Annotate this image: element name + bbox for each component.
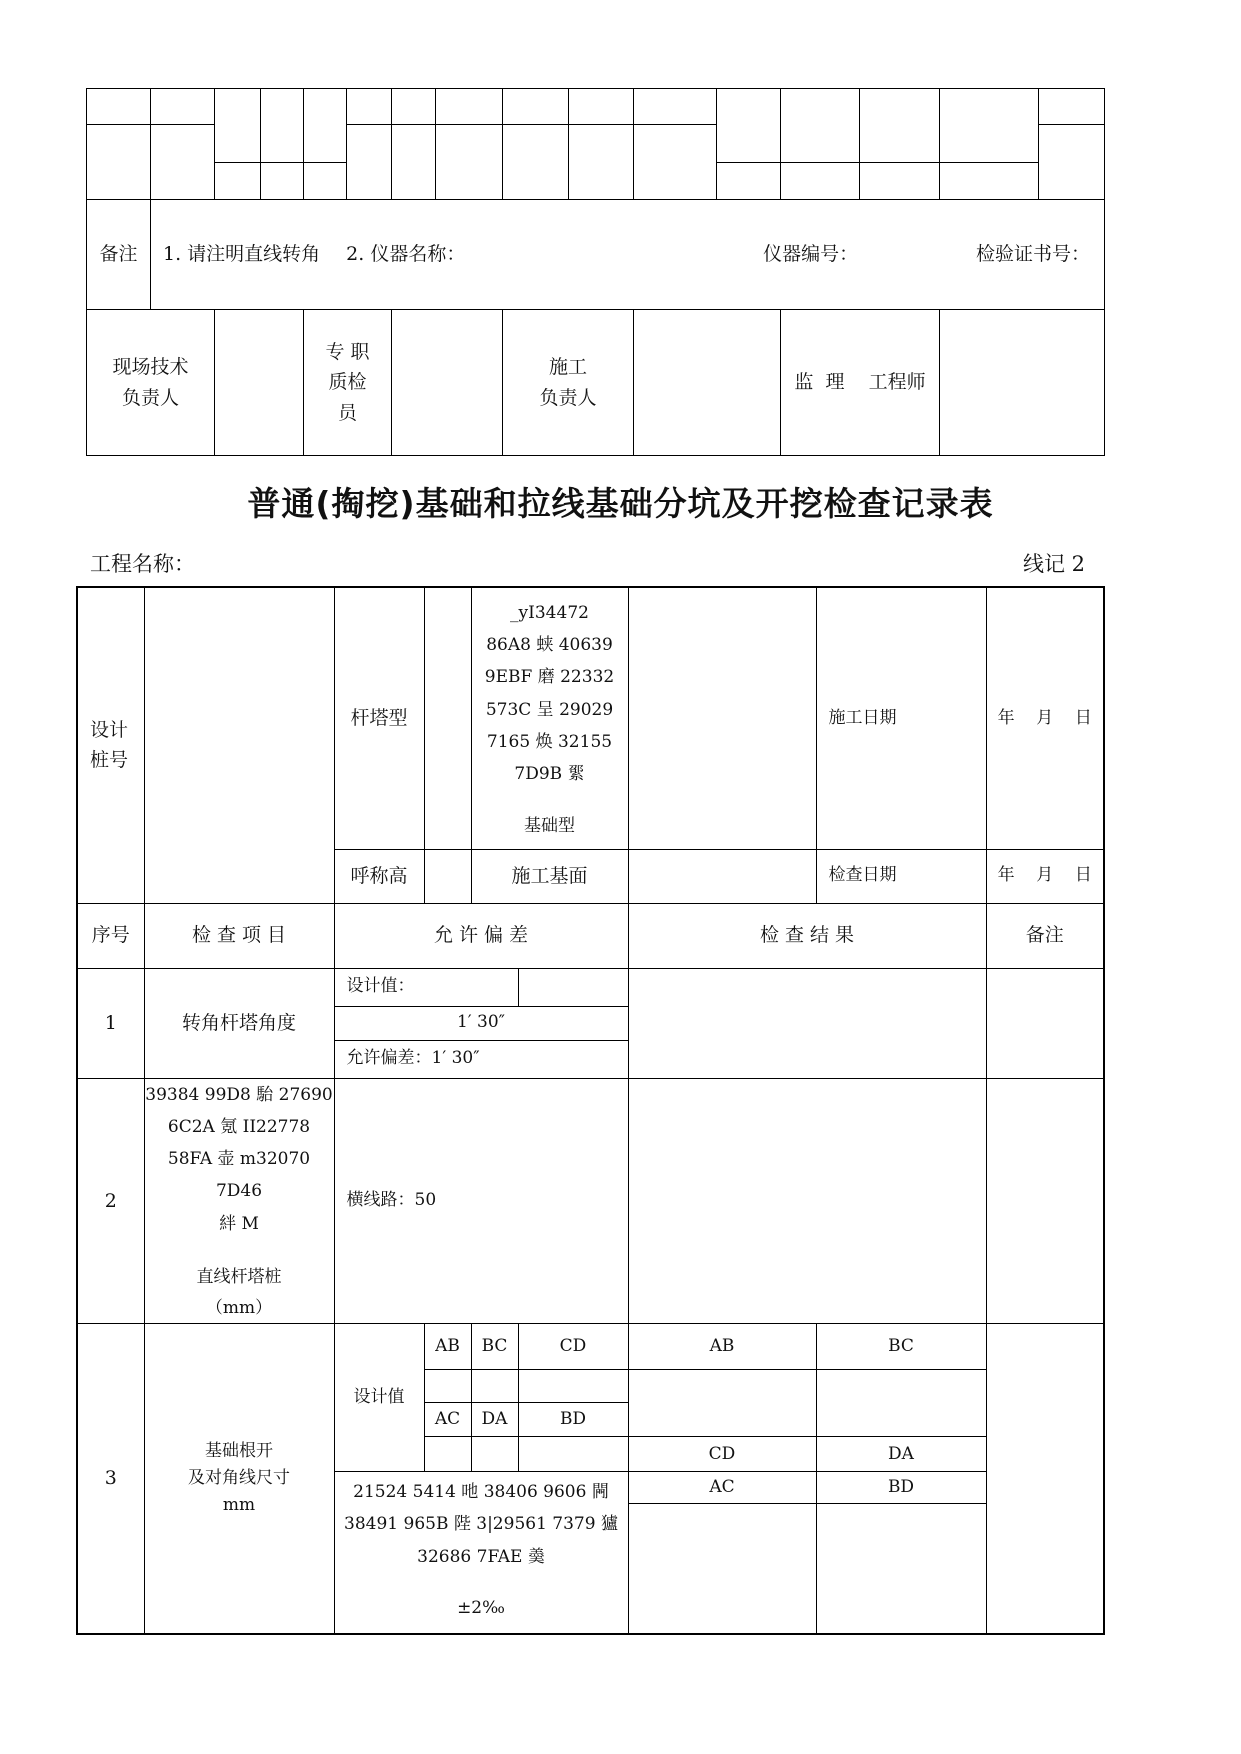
blank-cell xyxy=(436,125,503,200)
previous-form-table xyxy=(86,88,1105,456)
row2-note xyxy=(986,1078,1104,1324)
row3-result-ac-value xyxy=(628,1504,816,1634)
blank-cell xyxy=(634,125,717,200)
design-pile-label: 设计 桩号 xyxy=(77,587,144,903)
blank-cell xyxy=(503,89,569,125)
row3-tolerance-cell xyxy=(334,1472,628,1634)
row3-tolerance: ±2‰ xyxy=(457,1598,505,1619)
blank-cell xyxy=(151,89,215,125)
blank-cell xyxy=(151,125,215,200)
remarks-label: 备注 xyxy=(87,200,151,310)
form-title: 普通(掏挖)基础和拉线基础分坑及开挖检查记录表 xyxy=(247,484,994,523)
foundation-type-value xyxy=(628,587,816,849)
row3-result-ac: AC xyxy=(628,1472,816,1504)
row3-bd-header: BD xyxy=(518,1403,628,1437)
row3-bc-header: BC xyxy=(471,1324,518,1370)
construction-lead-label: 施工 负责人 xyxy=(503,310,634,456)
blank-cell xyxy=(717,163,781,200)
row2-item xyxy=(144,1078,334,1324)
row3-result-bd: BD xyxy=(816,1472,986,1504)
tower-type-label: 杆塔型 xyxy=(334,587,424,849)
row3-ab-header: AB xyxy=(424,1324,471,1370)
blank-cell xyxy=(304,163,347,200)
blank-cell xyxy=(940,163,1039,200)
blank-cell xyxy=(1039,89,1105,125)
blank-cell xyxy=(1039,125,1105,200)
tolerance-header: 允 许 偏 差 xyxy=(334,903,628,968)
site-tech-lead-label: 现场技术 负责人 xyxy=(87,310,215,456)
blank-cell xyxy=(261,89,304,163)
row3-note xyxy=(986,1324,1104,1634)
blank-cell xyxy=(215,163,261,200)
blank-cell xyxy=(87,125,151,200)
result-header: 检 查 结 果 xyxy=(628,903,986,968)
site-tech-lead-sign xyxy=(215,310,304,456)
qc-inspector-sign xyxy=(392,310,503,456)
row3-seq: 3 xyxy=(77,1324,144,1634)
inspection-date-label: 检查日期 xyxy=(816,849,986,903)
foundation-type-cell xyxy=(471,587,628,849)
row3-da-value xyxy=(471,1437,518,1472)
blank-cell xyxy=(347,125,392,200)
row3-design-label: 设计值 xyxy=(334,1324,424,1472)
blank-cell xyxy=(717,89,781,163)
construction-date-value: 年 月 日 xyxy=(986,587,1104,849)
construction-date-label: 施工日期 xyxy=(816,587,986,849)
inspection-date-value: 年 月 日 xyxy=(986,849,1104,903)
certificate-number-label: 检验证书号： xyxy=(975,243,1090,266)
inspection-record-table xyxy=(76,586,1105,1635)
row2-garbled-text: 39384 99D8 駘 27690 6C2A 氪 II22778 58FA 壶 m32070 7D46 絆 M xyxy=(145,1084,333,1234)
row2-result xyxy=(628,1078,986,1324)
row2-item-label: 直线杆塔桩 （mm） xyxy=(196,1266,282,1318)
construction-lead-sign xyxy=(634,310,781,456)
row3-result-bc-value xyxy=(816,1370,986,1437)
blank-cell xyxy=(215,89,261,163)
construction-base-value xyxy=(628,849,816,903)
blank-cell xyxy=(87,89,151,125)
blank-cell xyxy=(940,89,1039,163)
row1-tolerance: 允许偏差：1′ 30″ xyxy=(334,1040,628,1078)
blank-cell xyxy=(392,89,436,125)
row1-seq: 1 xyxy=(77,968,144,1078)
row1-angle-value: 1′ 30″ xyxy=(334,1006,628,1040)
row3-ab-value xyxy=(424,1370,471,1403)
instrument-name-label: 2. 仪器名称： xyxy=(346,243,466,266)
row1-note xyxy=(986,968,1104,1078)
row3-item: 基础根开 及对角线尺寸 mm xyxy=(144,1324,334,1634)
row3-ac-value xyxy=(424,1437,471,1472)
row3-result-ab-value xyxy=(628,1370,816,1437)
blank-cell xyxy=(781,89,860,163)
design-pile-value xyxy=(144,587,334,903)
construction-base-label: 施工基面 xyxy=(471,849,628,903)
row1-design-label: 设计值： xyxy=(334,968,518,1006)
form-code: 线记 2 xyxy=(1023,552,1086,576)
garbled-text-block: _yI34472 86A8 蛱 40639 9EBF 磨 22332 573C 呈 29029 7165 焕 32155 7D9B 綤 xyxy=(484,602,615,785)
foundation-type-label: 基础型 xyxy=(524,815,575,836)
blank-cell xyxy=(860,89,940,163)
blank-cell xyxy=(347,89,392,125)
blank-cell xyxy=(503,125,569,200)
tower-type-value xyxy=(424,587,471,849)
row3-bd-value xyxy=(518,1437,628,1472)
blank-cell xyxy=(569,125,634,200)
blank-cell xyxy=(634,89,717,125)
row1-result xyxy=(628,968,986,1078)
remarks-content xyxy=(151,200,1105,310)
supervisor-engineer-sign xyxy=(940,310,1105,456)
row1-item: 转角杆塔角度 xyxy=(144,968,334,1078)
row3-bc-value xyxy=(471,1370,518,1403)
instrument-number-label: 仪器编号： xyxy=(763,243,859,266)
row3-result-bd-value xyxy=(816,1504,986,1634)
row3-cd-value xyxy=(518,1370,628,1403)
blank-cell xyxy=(860,163,940,200)
blank-cell xyxy=(261,163,304,200)
row3-result-ab: AB xyxy=(628,1324,816,1370)
seq-header: 序号 xyxy=(77,903,144,968)
item-header: 检 查 项 目 xyxy=(144,903,334,968)
row3-garbled-text: 21524 5414 吔 38406 9606 闁 38491 965B 陛 3|29561 7379 獹 32686 7FAE 羮 xyxy=(344,1482,618,1567)
row2-tolerance: 横线路：50 xyxy=(334,1078,628,1324)
blank-cell xyxy=(436,89,503,125)
row2-seq: 2 xyxy=(77,1078,144,1324)
row3-ac-header: AC xyxy=(424,1403,471,1437)
nominal-height-value xyxy=(424,849,471,903)
row3-cd-header: CD xyxy=(518,1324,628,1370)
row3-result-cd: CD xyxy=(628,1437,816,1472)
note-header: 备注 xyxy=(986,903,1104,968)
blank-cell xyxy=(781,163,860,200)
supervisor-engineer-label: 监 理 工程师 xyxy=(781,310,940,456)
row3-da-header: DA xyxy=(471,1403,518,1437)
row1-design-value xyxy=(518,968,628,1006)
project-name-label: 工程名称： xyxy=(90,552,195,576)
blank-cell xyxy=(392,125,436,200)
row3-result-bc: BC xyxy=(816,1324,986,1370)
nominal-height-label: 呼称高 xyxy=(334,849,424,903)
row3-result-da: DA xyxy=(816,1437,986,1472)
blank-cell xyxy=(569,89,634,125)
qc-inspector-label: 专 职 质检 员 xyxy=(304,310,392,456)
remark-rotation-note: 1. 请注明直线转角 xyxy=(163,243,321,266)
blank-cell xyxy=(304,89,347,163)
